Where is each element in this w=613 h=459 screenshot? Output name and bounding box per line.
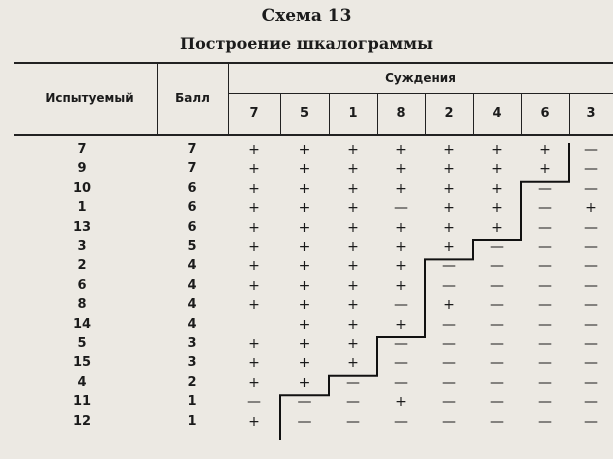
judgment-mark: + xyxy=(443,297,455,314)
subject-id: 2 xyxy=(77,258,87,274)
judgment-mark: — xyxy=(442,258,456,275)
judgment-mark: + xyxy=(248,161,260,178)
judgment-mark: — xyxy=(247,394,261,411)
scheme-subtitle: Построение шкалограммы xyxy=(179,34,434,53)
judgment-mark: — xyxy=(297,394,312,411)
judgment-mark: + xyxy=(443,200,455,217)
judgment-mark: + xyxy=(395,277,407,294)
judgment-mark: — xyxy=(442,355,456,372)
judgment-mark: + xyxy=(443,142,455,158)
judgment-mark: — xyxy=(538,413,552,430)
score-value: 4 xyxy=(187,297,197,313)
judgment-mark: — xyxy=(490,316,504,333)
judgment-mark: + xyxy=(298,277,311,294)
judgment-mark: + xyxy=(395,316,407,333)
judgment-mark: — xyxy=(346,394,360,411)
subject-id: 10 xyxy=(72,180,92,196)
judgment-mark: + xyxy=(248,219,260,236)
judgment-mark: — xyxy=(394,374,408,391)
score-value: 6 xyxy=(187,219,197,235)
judgment-column-header: 5 xyxy=(299,106,310,121)
judgment-mark: — xyxy=(584,394,598,411)
judgment-mark: — xyxy=(538,258,552,275)
judgment-mark: + xyxy=(539,142,551,158)
judgment-mark: + xyxy=(248,277,260,294)
judgment-mark: + xyxy=(395,161,407,178)
judgment-column-header: 4 xyxy=(492,106,502,121)
judgment-mark: + xyxy=(248,374,260,391)
score-value: 5 xyxy=(187,239,197,254)
subject-id: 9 xyxy=(77,161,87,177)
judgment-mark: + xyxy=(248,239,260,255)
judgment-mark: — xyxy=(538,355,552,372)
judgment-mark: — xyxy=(442,374,456,391)
judgment-mark: + xyxy=(347,336,359,352)
judgment-mark: — xyxy=(538,239,552,255)
judgment-mark: + xyxy=(248,258,260,275)
judgment-mark: + xyxy=(347,316,359,333)
judgment-mark: — xyxy=(584,219,598,236)
judgment-mark: + xyxy=(443,161,455,178)
judgment-mark: + xyxy=(491,142,503,158)
score-value: 7 xyxy=(187,161,197,177)
subject-id: 14 xyxy=(72,316,92,332)
judgment-mark: — xyxy=(584,277,598,294)
header-judgments: Суждения xyxy=(385,70,456,85)
judgment-column-header: 6 xyxy=(540,106,550,121)
judgment-mark: — xyxy=(442,277,456,294)
judgment-mark: + xyxy=(298,297,311,314)
step-boundary xyxy=(280,143,569,440)
judgment-mark: — xyxy=(584,355,598,372)
judgment-mark: + xyxy=(298,142,311,158)
judgment-mark: — xyxy=(538,277,552,294)
judgment-mark: — xyxy=(490,413,504,430)
judgment-mark: + xyxy=(248,336,260,352)
judgment-column-header: 7 xyxy=(249,106,259,121)
judgment-mark: + xyxy=(443,219,455,236)
judgment-mark: + xyxy=(395,219,407,236)
judgment-mark: + xyxy=(248,413,260,430)
judgment-mark: + xyxy=(248,180,260,197)
score-value: 3 xyxy=(187,355,197,371)
judgment-mark: + xyxy=(298,336,311,352)
subject-id: 15 xyxy=(72,355,92,371)
judgment-mark: + xyxy=(248,142,260,158)
judgment-mark: + xyxy=(539,161,551,178)
judgment-mark: — xyxy=(538,297,552,314)
judgment-mark: + xyxy=(491,219,503,236)
judgment-mark: — xyxy=(538,219,552,236)
judgment-mark: + xyxy=(298,374,311,391)
judgment-mark: + xyxy=(347,297,359,314)
judgment-mark: + xyxy=(298,355,311,372)
judgment-mark: — xyxy=(538,336,552,352)
judgment-mark: — xyxy=(394,355,408,372)
judgment-mark: — xyxy=(394,336,408,352)
judgment-mark: — xyxy=(538,180,552,197)
judgment-mark: + xyxy=(298,239,311,255)
judgment-mark: + xyxy=(347,277,359,294)
judgment-mark: — xyxy=(490,277,504,294)
judgment-mark: — xyxy=(490,336,504,352)
judgment-mark: — xyxy=(442,336,456,352)
judgment-mark: — xyxy=(394,413,408,430)
scheme-title: Схема 13 xyxy=(261,6,352,26)
judgment-column-header: 2 xyxy=(444,106,454,121)
judgment-mark: — xyxy=(584,258,598,275)
judgment-mark: + xyxy=(395,239,407,255)
judgment-column-header: 1 xyxy=(348,106,358,121)
subject-id: 5 xyxy=(77,336,87,351)
judgment-mark: — xyxy=(490,374,504,391)
judgment-mark: — xyxy=(490,239,504,255)
subject-id: 7 xyxy=(77,142,87,157)
judgment-mark: + xyxy=(395,180,407,197)
judgment-mark: — xyxy=(584,180,598,197)
judgment-mark: + xyxy=(443,239,455,255)
judgment-column-header: 3 xyxy=(586,106,596,121)
header-score: Балл xyxy=(175,91,210,105)
judgment-mark: — xyxy=(584,239,598,255)
subject-id: 4 xyxy=(77,374,87,390)
score-value: 6 xyxy=(187,200,197,216)
judgment-mark: — xyxy=(490,297,504,314)
subject-id: 6 xyxy=(77,277,87,293)
judgment-mark: + xyxy=(491,180,503,197)
judgment-mark: + xyxy=(347,219,359,236)
judgment-mark: + xyxy=(395,258,407,275)
judgment-mark: — xyxy=(538,316,552,333)
judgment-mark: — xyxy=(584,161,598,178)
judgment-mark: + xyxy=(347,142,359,158)
judgment-mark: — xyxy=(584,142,598,158)
judgment-mark: + xyxy=(347,200,359,217)
subject-id: 8 xyxy=(77,297,87,313)
judgment-mark: — xyxy=(490,258,504,275)
judgment-mark: — xyxy=(490,355,504,372)
judgment-mark: — xyxy=(394,200,408,217)
judgment-mark: — xyxy=(346,374,360,391)
judgment-mark: — xyxy=(584,297,598,314)
score-value: 2 xyxy=(187,374,197,390)
score-value: 1 xyxy=(187,413,197,429)
judgment-mark: + xyxy=(395,394,407,411)
judgment-mark: — xyxy=(538,200,552,217)
judgment-mark: — xyxy=(346,413,360,430)
judgment-mark: + xyxy=(248,355,260,372)
header-subject: Испытуемый xyxy=(45,91,134,105)
judgment-mark: + xyxy=(298,180,311,197)
judgment-mark: — xyxy=(538,374,552,391)
judgment-mark: + xyxy=(298,258,311,275)
judgment-mark: + xyxy=(491,200,503,217)
score-value: 1 xyxy=(187,394,197,410)
subject-id: 3 xyxy=(77,239,87,254)
score-value: 6 xyxy=(187,180,197,196)
judgment-mark: + xyxy=(298,219,311,236)
subject-id: 11 xyxy=(72,394,92,410)
judgment-mark: — xyxy=(538,394,552,411)
judgment-mark: + xyxy=(298,161,311,178)
judgment-mark: + xyxy=(248,200,260,217)
score-value: 4 xyxy=(187,258,197,274)
score-value: 7 xyxy=(187,142,197,157)
score-value: 4 xyxy=(187,277,197,293)
judgment-mark: + xyxy=(491,161,503,178)
judgment-mark: — xyxy=(584,336,598,352)
subject-id: 13 xyxy=(72,219,92,235)
judgment-mark: — xyxy=(584,413,598,430)
judgment-mark: + xyxy=(347,180,359,197)
judgment-mark: — xyxy=(584,316,598,333)
judgment-mark: + xyxy=(347,258,359,275)
judgment-mark: + xyxy=(347,239,359,255)
judgment-mark: — xyxy=(442,413,456,430)
judgment-mark: — xyxy=(584,374,598,391)
subject-id: 1 xyxy=(77,200,87,216)
judgment-mark: + xyxy=(443,180,455,197)
judgment-mark: + xyxy=(248,297,260,314)
judgment-mark: + xyxy=(395,142,407,158)
judgment-mark: + xyxy=(347,161,359,178)
judgment-mark: + xyxy=(347,355,359,372)
score-value: 3 xyxy=(187,336,197,351)
score-value: 4 xyxy=(187,316,197,332)
judgment-column-header: 8 xyxy=(396,106,406,121)
judgment-mark: — xyxy=(442,316,456,333)
judgment-mark: — xyxy=(394,297,408,314)
judgment-mark: + xyxy=(298,316,311,333)
judgment-mark: + xyxy=(298,200,311,217)
judgment-mark: + xyxy=(585,200,597,217)
subject-id: 12 xyxy=(72,413,92,429)
judgment-mark: — xyxy=(297,413,312,430)
judgment-mark: — xyxy=(442,394,456,411)
judgment-mark: — xyxy=(490,394,504,411)
